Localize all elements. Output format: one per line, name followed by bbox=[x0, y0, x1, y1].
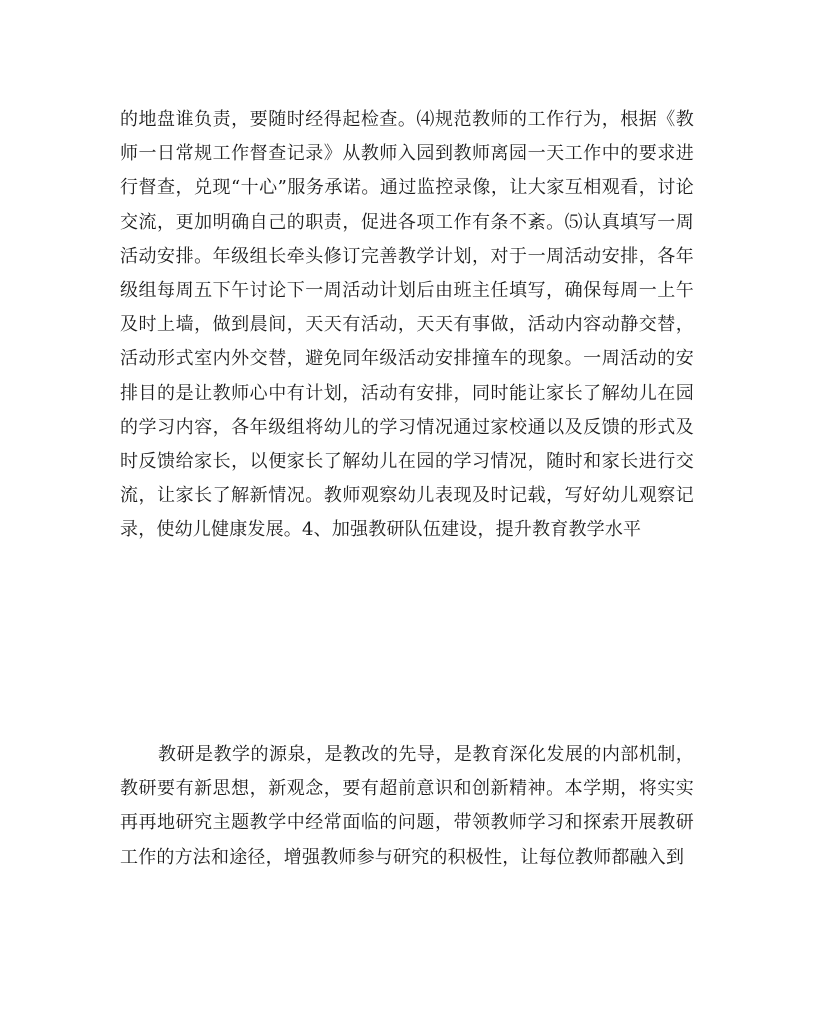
paragraph-teaching-routine: 的地盘谁负责，要随时经得起检查。⑷规范教师的工作行为，根据《教师一日常规工作督查记录》从教师入园到教师离园一天工作中的要求进行督查，兑现“十心”服务承诺。通过监控录像，让大家互相观看，讨论交流，更加明确自己的职责，促进各项工作有条不紊。⑸认真填写一周活动安排。年级组长牵头修订完善教学计划，对于一周活动安排，各年级组每周五下午讨论下一周活动计划后由班主任填写，确保每周一上午及时上墙，做到晨间，天天有活动，天天有事做，活动内容动静交替，活动形式室内外交替，避免同年级活动安排撞车的现象。一周活动的安排目的是让教师心中有计划，活动有安排，同时能让家长了解幼儿在园的学习内容，各年级组将幼儿的学习情况通过家校通以及反馈的形式及时反馈给家长，以便家长了解幼儿在园的学习情况，随时和家长进行交流，让家长了解新情况。教师观察幼儿表现及时记载，写好幼儿观察记录，使幼儿健康发展。4、加强教研队伍建设，提升教育教学水平 bbox=[120, 109, 694, 541]
paragraph-teaching-research: 教研是教学的源泉，是教改的先导，是教育深化发展的内部机制，教研要有新思想，新观念，要有超前意识和创新精神。本学期，将实实再再地研究主题教学中经常面临的问题，带领教师学习和探索开展教研工作的方法和途径，增强教师参与研究的积极性，让每位教师都融入到 bbox=[120, 744, 694, 868]
